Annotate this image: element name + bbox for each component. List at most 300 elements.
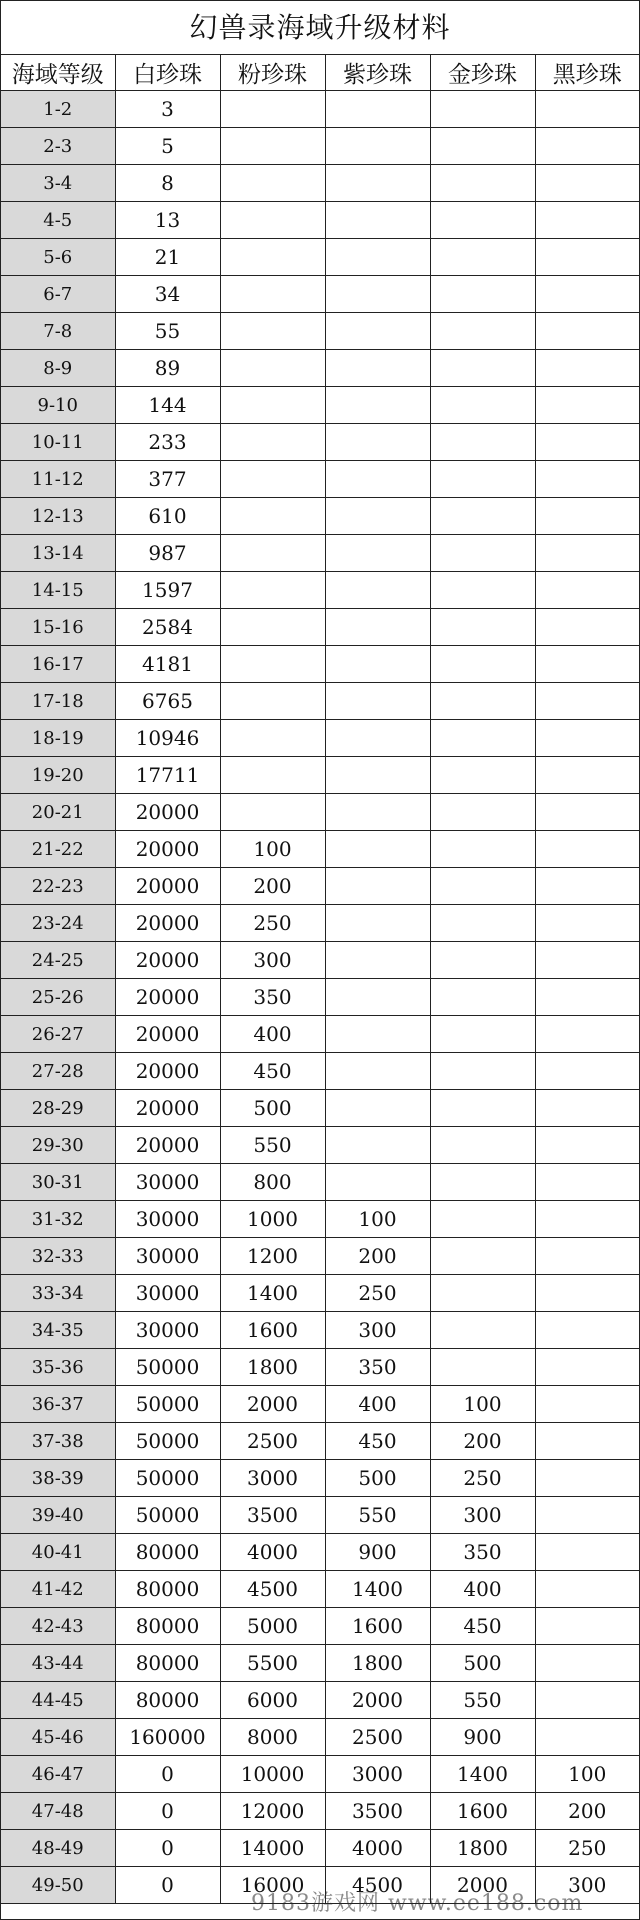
cell-sea-level: 5-6 xyxy=(1,239,115,276)
cell-purple-pearl xyxy=(325,498,430,535)
table-row xyxy=(1,794,639,831)
cell-gold-pearl: 1400 xyxy=(430,1756,535,1793)
cell-gold-pearl xyxy=(430,794,535,831)
cell-white-pearl: 50000 xyxy=(115,1349,220,1386)
cell-gold-pearl xyxy=(430,831,535,868)
cell-purple-pearl xyxy=(325,128,430,165)
cell-gold-pearl xyxy=(430,572,535,609)
cell-purple-pearl: 1600 xyxy=(325,1608,430,1645)
cell-pink-pearl: 250 xyxy=(220,905,325,942)
cell-gold-pearl: 500 xyxy=(430,1645,535,1682)
cell-pink-pearl: 3000 xyxy=(220,1460,325,1497)
cell-sea-level: 12-13 xyxy=(1,498,115,535)
cell-pink-pearl: 14000 xyxy=(220,1830,325,1867)
cell-black-pearl xyxy=(535,535,639,572)
cell-purple-pearl xyxy=(325,1127,430,1164)
cell-purple-pearl xyxy=(325,424,430,461)
cell-gold-pearl xyxy=(430,1201,535,1238)
cell-black-pearl xyxy=(535,461,639,498)
cell-pink-pearl: 12000 xyxy=(220,1793,325,1830)
cell-white-pearl: 20000 xyxy=(115,794,220,831)
cell-purple-pearl xyxy=(325,91,430,128)
cell-pink-pearl xyxy=(220,646,325,683)
cell-gold-pearl xyxy=(430,646,535,683)
cell-purple-pearl xyxy=(325,313,430,350)
cell-black-pearl xyxy=(535,1201,639,1238)
cell-gold-pearl xyxy=(430,1090,535,1127)
table-row xyxy=(1,1571,639,1608)
cell-purple-pearl xyxy=(325,239,430,276)
cell-purple-pearl xyxy=(325,683,430,720)
cell-white-pearl: 30000 xyxy=(115,1275,220,1312)
cell-sea-level: 18-19 xyxy=(1,720,115,757)
cell-black-pearl xyxy=(535,239,639,276)
cell-sea-level: 35-36 xyxy=(1,1349,115,1386)
cell-pink-pearl xyxy=(220,128,325,165)
cell-sea-level: 47-48 xyxy=(1,1793,115,1830)
cell-black-pearl xyxy=(535,646,639,683)
cell-black-pearl xyxy=(535,1497,639,1534)
header-white-pearl: 白珍珠 xyxy=(115,55,220,91)
cell-black-pearl xyxy=(535,1608,639,1645)
cell-purple-pearl xyxy=(325,942,430,979)
cell-white-pearl: 160000 xyxy=(115,1719,220,1756)
cell-purple-pearl xyxy=(325,202,430,239)
cell-purple-pearl xyxy=(325,720,430,757)
cell-purple-pearl xyxy=(325,165,430,202)
cell-gold-pearl xyxy=(430,683,535,720)
cell-gold-pearl xyxy=(430,1349,535,1386)
cell-sea-level: 48-49 xyxy=(1,1830,115,1867)
table-row xyxy=(1,1719,639,1756)
cell-black-pearl xyxy=(535,350,639,387)
cell-gold-pearl xyxy=(430,239,535,276)
cell-pink-pearl: 350 xyxy=(220,979,325,1016)
cell-sea-level: 10-11 xyxy=(1,424,115,461)
cell-white-pearl: 80000 xyxy=(115,1571,220,1608)
table-row xyxy=(1,1127,639,1164)
table-row xyxy=(1,1164,639,1201)
cell-purple-pearl: 3000 xyxy=(325,1756,430,1793)
cell-pink-pearl xyxy=(220,609,325,646)
cell-sea-level: 21-22 xyxy=(1,831,115,868)
cell-black-pearl xyxy=(535,1127,639,1164)
cell-black-pearl xyxy=(535,1571,639,1608)
cell-pink-pearl xyxy=(220,276,325,313)
cell-gold-pearl xyxy=(430,535,535,572)
cell-black-pearl xyxy=(535,313,639,350)
cell-black-pearl xyxy=(535,1238,639,1275)
table-row xyxy=(1,942,639,979)
cell-gold-pearl xyxy=(430,387,535,424)
cell-black-pearl xyxy=(535,1682,639,1719)
table-row xyxy=(1,979,639,1016)
cell-black-pearl xyxy=(535,1719,639,1756)
table-row xyxy=(1,1682,639,1719)
cell-gold-pearl xyxy=(430,128,535,165)
cell-sea-level: 14-15 xyxy=(1,572,115,609)
cell-white-pearl: 4181 xyxy=(115,646,220,683)
cell-white-pearl: 8 xyxy=(115,165,220,202)
cell-purple-pearl xyxy=(325,646,430,683)
cell-pink-pearl: 4000 xyxy=(220,1534,325,1571)
cell-pink-pearl: 300 xyxy=(220,942,325,979)
cell-purple-pearl xyxy=(325,1053,430,1090)
cell-black-pearl xyxy=(535,387,639,424)
cell-pink-pearl xyxy=(220,424,325,461)
cell-gold-pearl xyxy=(430,498,535,535)
cell-white-pearl: 1597 xyxy=(115,572,220,609)
cell-pink-pearl: 8000 xyxy=(220,1719,325,1756)
cell-gold-pearl xyxy=(430,1164,535,1201)
cell-gold-pearl xyxy=(430,202,535,239)
cell-black-pearl xyxy=(535,165,639,202)
cell-purple-pearl: 4000 xyxy=(325,1830,430,1867)
cell-pink-pearl xyxy=(220,239,325,276)
cell-white-pearl: 30000 xyxy=(115,1164,220,1201)
table-row xyxy=(1,646,639,683)
cell-pink-pearl: 1600 xyxy=(220,1312,325,1349)
cell-sea-level: 38-39 xyxy=(1,1460,115,1497)
cell-pink-pearl: 1200 xyxy=(220,1238,325,1275)
cell-sea-level: 16-17 xyxy=(1,646,115,683)
cell-black-pearl xyxy=(535,1460,639,1497)
table-row xyxy=(1,1053,639,1090)
cell-purple-pearl xyxy=(325,979,430,1016)
cell-pink-pearl: 450 xyxy=(220,1053,325,1090)
cell-white-pearl: 10946 xyxy=(115,720,220,757)
header-purple-pearl: 紫珍珠 xyxy=(325,55,430,91)
cell-gold-pearl: 300 xyxy=(430,1497,535,1534)
cell-sea-level: 37-38 xyxy=(1,1423,115,1460)
cell-white-pearl: 50000 xyxy=(115,1423,220,1460)
cell-pink-pearl: 1000 xyxy=(220,1201,325,1238)
cell-black-pearl: 300 xyxy=(535,1867,639,1904)
cell-purple-pearl xyxy=(325,350,430,387)
cell-gold-pearl xyxy=(430,757,535,794)
cell-black-pearl xyxy=(535,1349,639,1386)
table-row xyxy=(1,202,639,239)
cell-white-pearl: 80000 xyxy=(115,1682,220,1719)
table-row xyxy=(1,165,639,202)
cell-purple-pearl xyxy=(325,1164,430,1201)
cell-black-pearl: 100 xyxy=(535,1756,639,1793)
cell-black-pearl xyxy=(535,1645,639,1682)
cell-sea-level: 24-25 xyxy=(1,942,115,979)
cell-purple-pearl xyxy=(325,831,430,868)
cell-gold-pearl: 900 xyxy=(430,1719,535,1756)
cell-purple-pearl xyxy=(325,387,430,424)
table-body xyxy=(1,91,639,1904)
cell-sea-level: 32-33 xyxy=(1,1238,115,1275)
cell-black-pearl xyxy=(535,1312,639,1349)
cell-sea-level: 29-30 xyxy=(1,1127,115,1164)
cell-black-pearl xyxy=(535,905,639,942)
cell-purple-pearl xyxy=(325,757,430,794)
table-row xyxy=(1,831,639,868)
table-row xyxy=(1,91,639,128)
cell-white-pearl: 80000 xyxy=(115,1534,220,1571)
cell-sea-level: 7-8 xyxy=(1,313,115,350)
cell-sea-level: 31-32 xyxy=(1,1201,115,1238)
cell-sea-level: 23-24 xyxy=(1,905,115,942)
cell-white-pearl: 30000 xyxy=(115,1238,220,1275)
cell-white-pearl: 50000 xyxy=(115,1497,220,1534)
cell-purple-pearl: 3500 xyxy=(325,1793,430,1830)
cell-sea-level: 26-27 xyxy=(1,1016,115,1053)
cell-gold-pearl xyxy=(430,720,535,757)
table-row xyxy=(1,1756,639,1793)
cell-sea-level: 25-26 xyxy=(1,979,115,1016)
cell-purple-pearl: 550 xyxy=(325,1497,430,1534)
cell-purple-pearl xyxy=(325,535,430,572)
cell-purple-pearl: 250 xyxy=(325,1275,430,1312)
cell-purple-pearl xyxy=(325,276,430,313)
cell-sea-level: 41-42 xyxy=(1,1571,115,1608)
cell-pink-pearl xyxy=(220,757,325,794)
table-row xyxy=(1,1423,639,1460)
table-row xyxy=(1,1090,639,1127)
table-row xyxy=(1,720,639,757)
cell-pink-pearl: 200 xyxy=(220,868,325,905)
cell-black-pearl xyxy=(535,757,639,794)
table-row xyxy=(1,1497,639,1534)
cell-pink-pearl xyxy=(220,202,325,239)
cell-sea-level: 13-14 xyxy=(1,535,115,572)
cell-gold-pearl xyxy=(430,276,535,313)
cell-black-pearl xyxy=(535,609,639,646)
table-row xyxy=(1,1275,639,1312)
header-row xyxy=(1,55,639,91)
cell-pink-pearl: 10000 xyxy=(220,1756,325,1793)
table-row xyxy=(1,683,639,720)
header-black-pearl: 黑珍珠 xyxy=(535,55,639,91)
table-row xyxy=(1,1534,639,1571)
cell-sea-level: 11-12 xyxy=(1,461,115,498)
cell-purple-pearl xyxy=(325,609,430,646)
cell-sea-level: 33-34 xyxy=(1,1275,115,1312)
cell-white-pearl: 610 xyxy=(115,498,220,535)
cell-purple-pearl: 300 xyxy=(325,1312,430,1349)
table-row xyxy=(1,535,639,572)
table-row xyxy=(1,1349,639,1386)
cell-pink-pearl xyxy=(220,572,325,609)
table-row xyxy=(1,1608,639,1645)
cell-purple-pearl xyxy=(325,868,430,905)
cell-purple-pearl: 200 xyxy=(325,1238,430,1275)
cell-white-pearl: 20000 xyxy=(115,905,220,942)
cell-gold-pearl xyxy=(430,1127,535,1164)
cell-sea-level: 4-5 xyxy=(1,202,115,239)
cell-white-pearl: 987 xyxy=(115,535,220,572)
cell-purple-pearl: 2500 xyxy=(325,1719,430,1756)
cell-pink-pearl: 2000 xyxy=(220,1386,325,1423)
table-row xyxy=(1,1645,639,1682)
table-row xyxy=(1,1386,639,1423)
cell-sea-level: 49-50 xyxy=(1,1867,115,1904)
cell-white-pearl: 377 xyxy=(115,461,220,498)
cell-pink-pearl: 4500 xyxy=(220,1571,325,1608)
cell-white-pearl: 20000 xyxy=(115,942,220,979)
table-row xyxy=(1,609,639,646)
cell-black-pearl: 200 xyxy=(535,1793,639,1830)
cell-black-pearl xyxy=(535,720,639,757)
cell-pink-pearl: 3500 xyxy=(220,1497,325,1534)
cell-white-pearl: 20000 xyxy=(115,831,220,868)
cell-pink-pearl: 400 xyxy=(220,1016,325,1053)
cell-purple-pearl: 1400 xyxy=(325,1571,430,1608)
table-row xyxy=(1,387,639,424)
cell-gold-pearl xyxy=(430,165,535,202)
cell-gold-pearl: 350 xyxy=(430,1534,535,1571)
cell-black-pearl xyxy=(535,831,639,868)
cell-sea-level: 30-31 xyxy=(1,1164,115,1201)
cell-pink-pearl: 1400 xyxy=(220,1275,325,1312)
cell-white-pearl: 21 xyxy=(115,239,220,276)
cell-sea-level: 28-29 xyxy=(1,1090,115,1127)
cell-sea-level: 1-2 xyxy=(1,91,115,128)
cell-white-pearl: 34 xyxy=(115,276,220,313)
cell-pink-pearl xyxy=(220,683,325,720)
watermark-text: 9183游戏网 www.ee188.com xyxy=(251,1891,584,1916)
table-row xyxy=(1,461,639,498)
cell-gold-pearl: 450 xyxy=(430,1608,535,1645)
table-row xyxy=(1,350,639,387)
cell-sea-level: 2-3 xyxy=(1,128,115,165)
table-row xyxy=(1,239,639,276)
cell-pink-pearl: 800 xyxy=(220,1164,325,1201)
cell-purple-pearl: 1800 xyxy=(325,1645,430,1682)
cell-purple-pearl: 2000 xyxy=(325,1682,430,1719)
cell-sea-level: 17-18 xyxy=(1,683,115,720)
cell-sea-level: 20-21 xyxy=(1,794,115,831)
cell-black-pearl xyxy=(535,1053,639,1090)
cell-black-pearl xyxy=(535,683,639,720)
cell-gold-pearl: 400 xyxy=(430,1571,535,1608)
cell-white-pearl: 17711 xyxy=(115,757,220,794)
cell-pink-pearl xyxy=(220,794,325,831)
cell-white-pearl: 20000 xyxy=(115,1090,220,1127)
cell-gold-pearl xyxy=(430,942,535,979)
cell-white-pearl: 30000 xyxy=(115,1312,220,1349)
cell-gold-pearl: 1600 xyxy=(430,1793,535,1830)
cell-purple-pearl: 450 xyxy=(325,1423,430,1460)
cell-pink-pearl: 5000 xyxy=(220,1608,325,1645)
cell-black-pearl xyxy=(535,1275,639,1312)
cell-pink-pearl: 1800 xyxy=(220,1349,325,1386)
table-row xyxy=(1,1312,639,1349)
cell-white-pearl: 2584 xyxy=(115,609,220,646)
cell-gold-pearl: 200 xyxy=(430,1423,535,1460)
cell-sea-level: 46-47 xyxy=(1,1756,115,1793)
table-row xyxy=(1,128,639,165)
cell-purple-pearl: 400 xyxy=(325,1386,430,1423)
cell-gold-pearl xyxy=(430,979,535,1016)
cell-white-pearl: 20000 xyxy=(115,1016,220,1053)
cell-sea-level: 34-35 xyxy=(1,1312,115,1349)
table-row xyxy=(1,1460,639,1497)
cell-pink-pearl xyxy=(220,165,325,202)
cell-white-pearl: 80000 xyxy=(115,1645,220,1682)
cell-pink-pearl: 5500 xyxy=(220,1645,325,1682)
cell-black-pearl xyxy=(535,942,639,979)
cell-white-pearl: 233 xyxy=(115,424,220,461)
table-row xyxy=(1,757,639,794)
cell-black-pearl xyxy=(535,1164,639,1201)
cell-white-pearl: 13 xyxy=(115,202,220,239)
table-row xyxy=(1,868,639,905)
table-row xyxy=(1,905,639,942)
cell-purple-pearl: 900 xyxy=(325,1534,430,1571)
cell-black-pearl xyxy=(535,424,639,461)
cell-white-pearl: 50000 xyxy=(115,1460,220,1497)
cell-pink-pearl: 500 xyxy=(220,1090,325,1127)
cell-white-pearl: 20000 xyxy=(115,979,220,1016)
cell-purple-pearl: 350 xyxy=(325,1349,430,1386)
cell-black-pearl xyxy=(535,868,639,905)
table-row xyxy=(1,1238,639,1275)
table-row xyxy=(1,313,639,350)
cell-white-pearl: 30000 xyxy=(115,1201,220,1238)
cell-pink-pearl xyxy=(220,498,325,535)
cell-gold-pearl: 2000 xyxy=(430,1867,535,1904)
cell-pink-pearl: 2500 xyxy=(220,1423,325,1460)
cell-pink-pearl: 16000 xyxy=(220,1867,325,1904)
cell-pink-pearl xyxy=(220,313,325,350)
cell-white-pearl: 0 xyxy=(115,1756,220,1793)
cell-gold-pearl: 550 xyxy=(430,1682,535,1719)
cell-gold-pearl xyxy=(430,905,535,942)
table-row xyxy=(1,1830,639,1867)
header-gold-pearl: 金珍珠 xyxy=(430,55,535,91)
table-title: 幻兽录海域升级材料 xyxy=(1,1,639,55)
cell-black-pearl xyxy=(535,498,639,535)
table-row xyxy=(1,276,639,313)
cell-gold-pearl xyxy=(430,461,535,498)
cell-pink-pearl xyxy=(220,535,325,572)
cell-pink-pearl: 6000 xyxy=(220,1682,325,1719)
cell-black-pearl xyxy=(535,1423,639,1460)
cell-sea-level: 39-40 xyxy=(1,1497,115,1534)
cell-purple-pearl xyxy=(325,794,430,831)
cell-sea-level: 27-28 xyxy=(1,1053,115,1090)
table-row xyxy=(1,498,639,535)
cell-pink-pearl: 550 xyxy=(220,1127,325,1164)
cell-white-pearl: 20000 xyxy=(115,868,220,905)
cell-black-pearl xyxy=(535,128,639,165)
table-row xyxy=(1,424,639,461)
cell-sea-level: 9-10 xyxy=(1,387,115,424)
table-row xyxy=(1,1201,639,1238)
cell-sea-level: 36-37 xyxy=(1,1386,115,1423)
cell-pink-pearl xyxy=(220,350,325,387)
cell-sea-level: 6-7 xyxy=(1,276,115,313)
cell-gold-pearl: 100 xyxy=(430,1386,535,1423)
cell-white-pearl: 6765 xyxy=(115,683,220,720)
cell-gold-pearl xyxy=(430,1238,535,1275)
cell-sea-level: 44-45 xyxy=(1,1682,115,1719)
cell-sea-level: 22-23 xyxy=(1,868,115,905)
cell-pink-pearl xyxy=(220,91,325,128)
cell-white-pearl: 89 xyxy=(115,350,220,387)
cell-sea-level: 40-41 xyxy=(1,1534,115,1571)
cell-purple-pearl xyxy=(325,1016,430,1053)
cell-pink-pearl xyxy=(220,461,325,498)
header-sea-level: 海域等级 xyxy=(1,55,115,91)
cell-purple-pearl xyxy=(325,572,430,609)
cell-black-pearl xyxy=(535,979,639,1016)
header-pink-pearl: 粉珍珠 xyxy=(220,55,325,91)
